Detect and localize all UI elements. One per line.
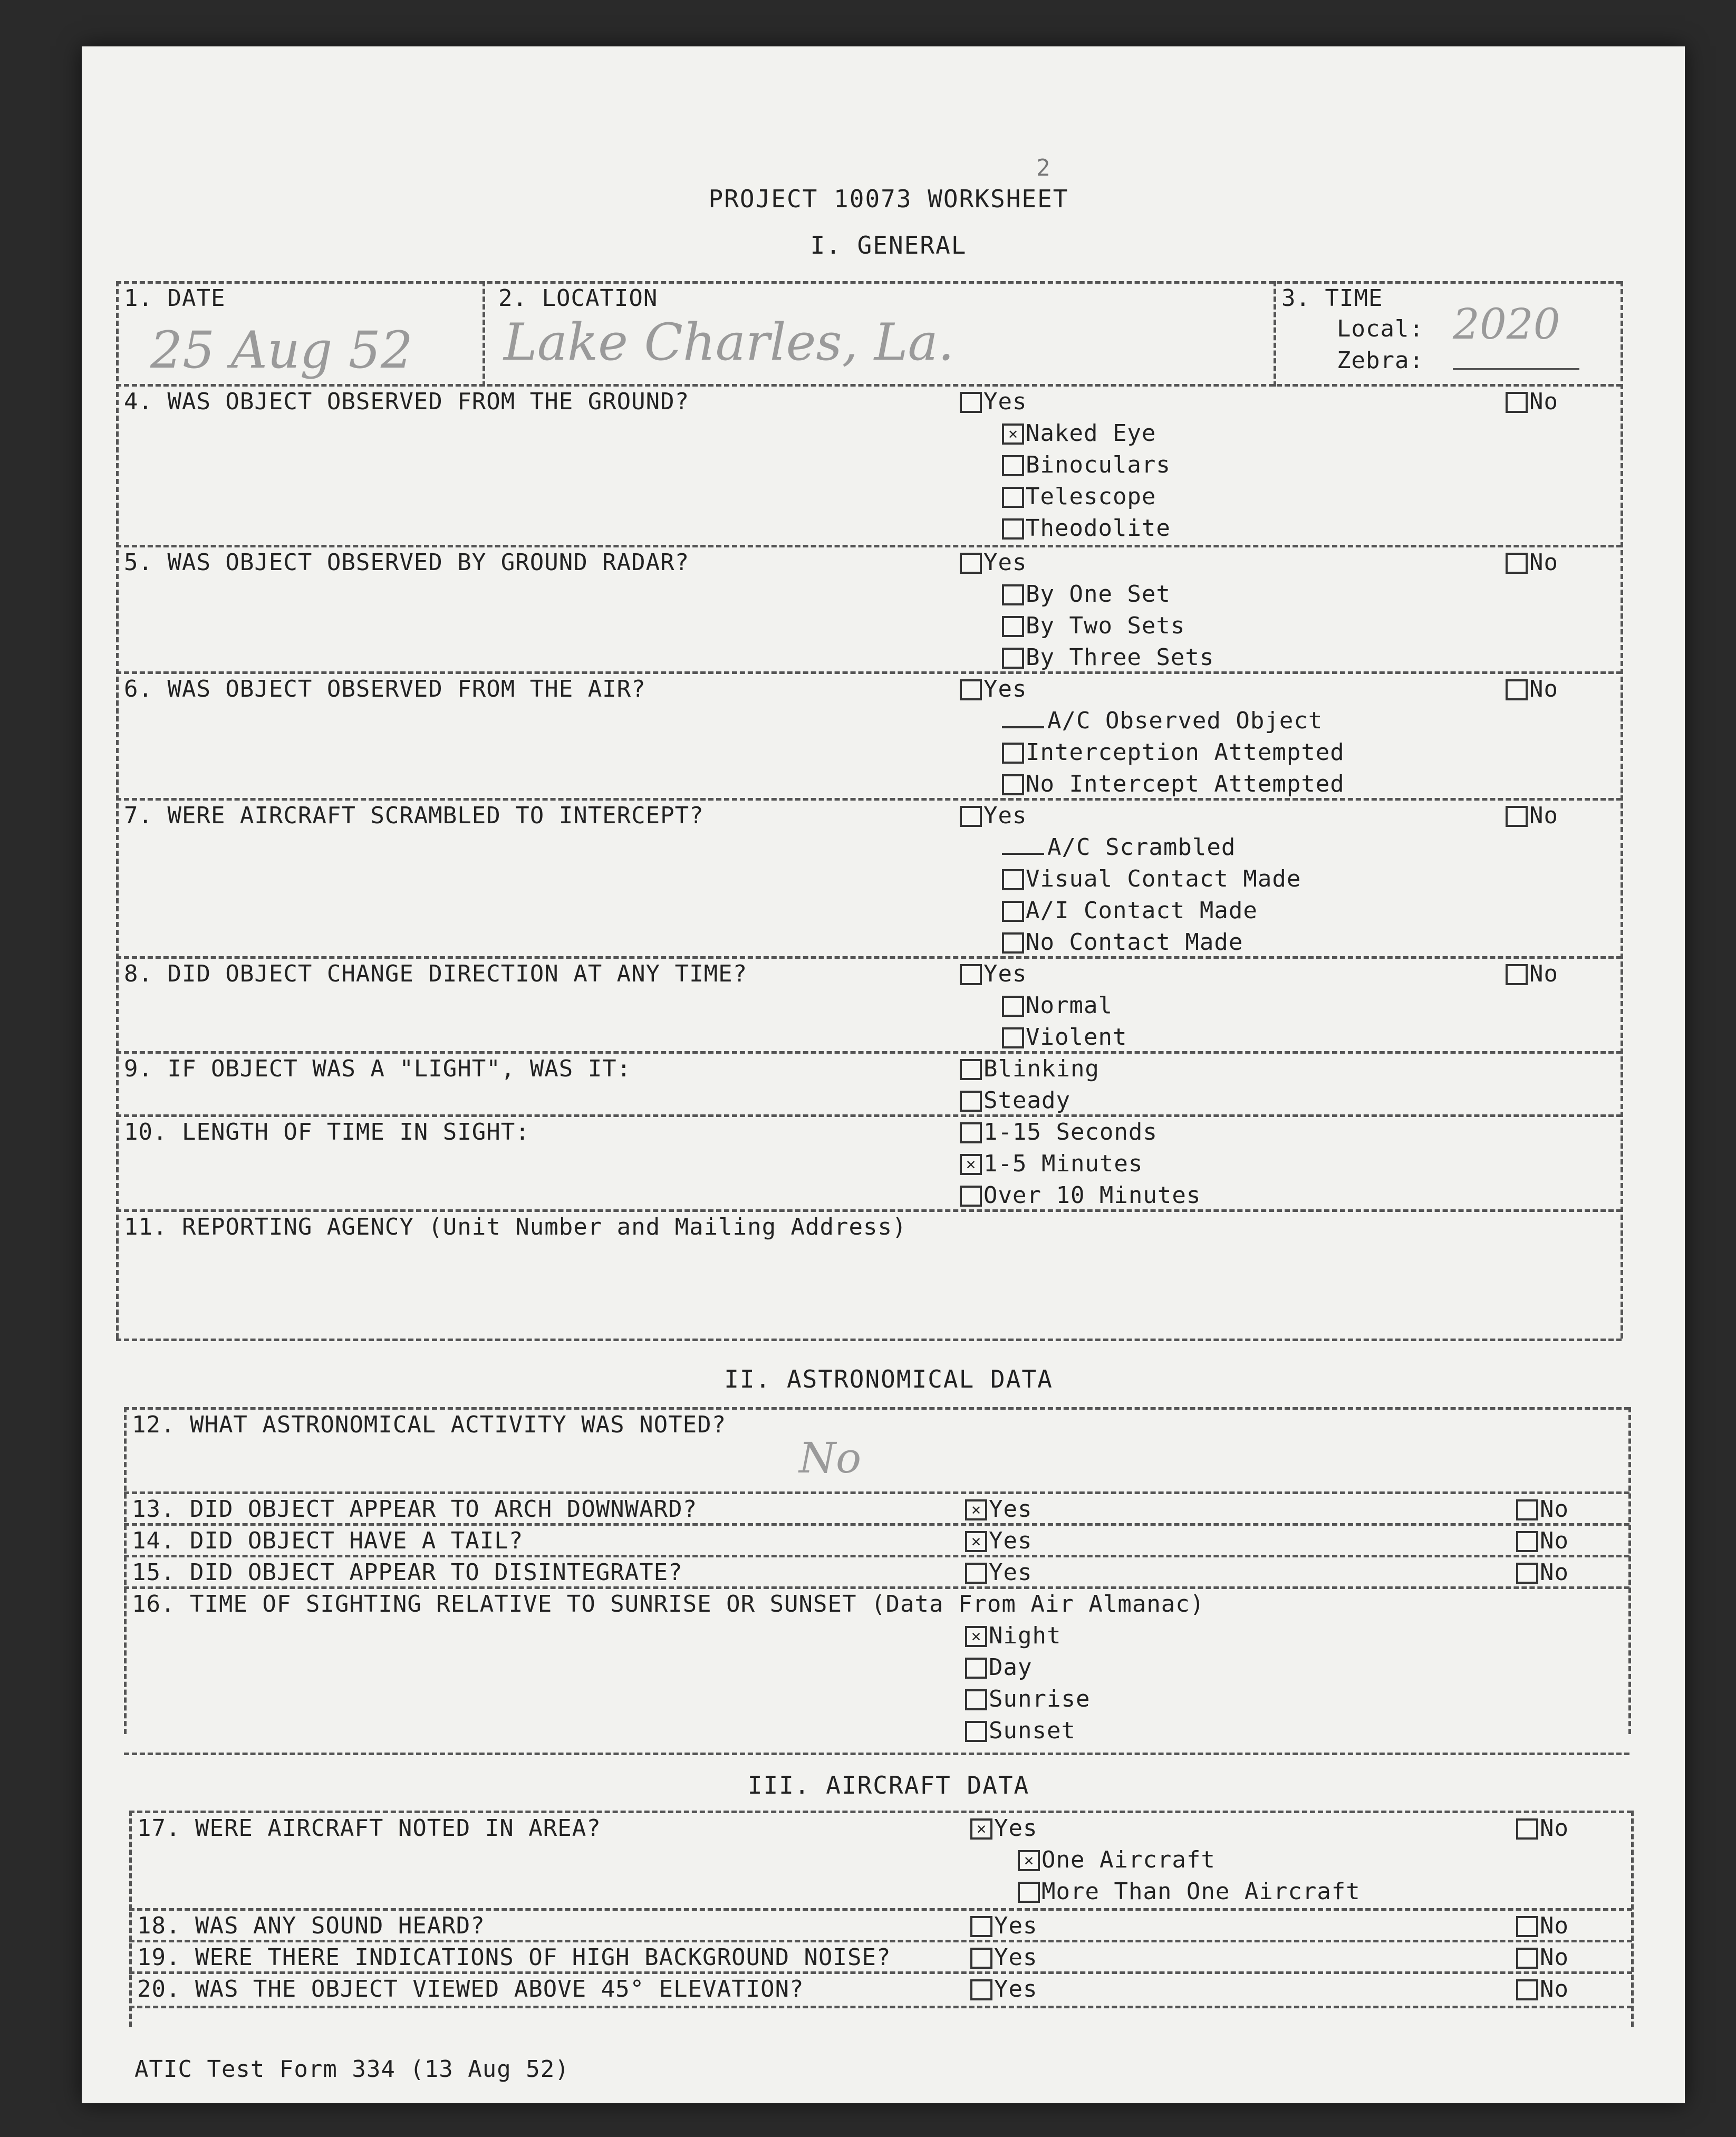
q4-yes-label: Yes	[983, 388, 1027, 415]
q20-label: 20. WAS THE OBJECT VIEWED ABOVE 45° ELEVATION?	[137, 1976, 804, 2003]
worksheet-page	[82, 46, 1685, 2103]
q6-option-no-intercept: No Intercept Attempted	[1026, 771, 1345, 797]
q4-no-checkbox[interactable]	[1506, 392, 1528, 413]
q16-option-sunset: Sunset	[989, 1717, 1076, 1744]
q6-ac-observed-label: A/C Observed Object	[1047, 707, 1323, 734]
q17-more-aircraft-checkbox[interactable]	[1018, 1882, 1040, 1903]
q16-sunset-checkbox[interactable]	[965, 1721, 987, 1742]
q13-no-checkbox[interactable]	[1516, 1499, 1538, 1520]
q14-yes-checkbox[interactable]: ✕	[965, 1531, 987, 1552]
q10-option-1-5-minutes: 1-5 Minutes	[983, 1150, 1143, 1177]
q5-no-label: No	[1529, 549, 1558, 576]
q6-option-interception-attempted: Interception Attempted	[1026, 739, 1345, 766]
local-time-label: Local:	[1337, 315, 1424, 342]
q4-option-telescope: Telescope	[1026, 483, 1156, 510]
q7-ac-scrambled	[1002, 834, 1236, 861]
zebra-time-label: Zebra:	[1337, 347, 1424, 374]
section-heading-aircraft: III. AIRCRAFT DATA	[747, 1771, 1030, 1799]
section-heading-general: I. GENERAL	[810, 231, 967, 259]
page-number: 2	[1036, 155, 1051, 181]
q8-no-label: No	[1529, 960, 1558, 987]
q10-1-15-seconds-checkbox[interactable]	[960, 1122, 982, 1143]
q17-label: 17. WERE AIRCRAFT NOTED IN AREA?	[137, 1815, 601, 1842]
q4-binoculars-checkbox[interactable]	[1002, 455, 1024, 476]
q4-option-theodolite: Theodolite	[1026, 515, 1171, 542]
q18-label: 18. WAS ANY SOUND HEARD?	[137, 1912, 485, 1939]
q15-yes-checkbox[interactable]	[965, 1563, 987, 1584]
form-identifier: ATIC Test Form 334 (13 Aug 52)	[134, 2056, 570, 2083]
local-time-value: 2020	[1453, 300, 1560, 349]
q12-answer: No	[799, 1433, 862, 1483]
q7-ac-scrambled-blank[interactable]	[1002, 853, 1044, 855]
q6-yes-checkbox[interactable]	[960, 679, 982, 700]
q5-yes-label: Yes	[983, 549, 1027, 576]
location-value: Lake Charles, La.	[504, 313, 954, 372]
q10-1-5-minutes-checkbox[interactable]: ✕	[960, 1154, 982, 1175]
q17-no-label: No	[1540, 1815, 1569, 1842]
date-label: 1. DATE	[124, 285, 226, 312]
q9-option-steady: Steady	[983, 1087, 1070, 1114]
page-title: PROJECT 10073 WORKSHEET	[708, 185, 1069, 213]
q7-yes-checkbox[interactable]	[960, 806, 982, 827]
q13-no-label: No	[1540, 1496, 1569, 1523]
q7-option-visual-contact: Visual Contact Made	[1026, 865, 1301, 892]
q16-day-checkbox[interactable]	[965, 1658, 987, 1679]
q17-one-aircraft-checkbox[interactable]: ✕	[1018, 1850, 1040, 1871]
q8-yes-checkbox[interactable]	[960, 964, 982, 985]
q19-yes-label: Yes	[994, 1944, 1038, 1971]
q16-label: 16. TIME OF SIGHTING RELATIVE TO SUNRISE OR SUNSET (Data From Air Almanac)	[132, 1591, 1205, 1618]
q8-no-checkbox[interactable]	[1506, 964, 1528, 985]
q5-two-sets-checkbox[interactable]	[1002, 616, 1024, 637]
location-label: 2. LOCATION	[498, 285, 658, 312]
q6-interception-attempted-checkbox[interactable]	[1002, 743, 1024, 764]
q8-violent-checkbox[interactable]	[1002, 1027, 1024, 1048]
q5-option-two-sets: By Two Sets	[1026, 612, 1185, 639]
q4-no-label: No	[1529, 388, 1558, 415]
q20-yes-checkbox[interactable]	[970, 1979, 992, 2000]
q5-no-checkbox[interactable]	[1506, 553, 1528, 574]
q13-yes-checkbox[interactable]: ✕	[965, 1499, 987, 1520]
q5-three-sets-checkbox[interactable]	[1002, 648, 1024, 669]
q4-theodolite-checkbox[interactable]	[1002, 518, 1024, 540]
q10-label: 10. LENGTH OF TIME IN SIGHT:	[124, 1119, 530, 1145]
q4-naked-eye-checkbox[interactable]: ✕	[1002, 423, 1024, 445]
q10-option-over-10-minutes: Over 10 Minutes	[983, 1182, 1201, 1209]
q20-no-label: No	[1540, 1976, 1569, 2003]
q18-no-checkbox[interactable]	[1516, 1916, 1538, 1937]
q8-option-violent: Violent	[1026, 1024, 1127, 1051]
q9-blinking-checkbox[interactable]	[960, 1059, 982, 1080]
q16-option-night: Night	[989, 1622, 1062, 1649]
q19-label: 19. WERE THERE INDICATIONS OF HIGH BACKGROUND NOISE?	[137, 1944, 891, 1971]
time-label: 3. TIME	[1281, 285, 1383, 312]
q8-yes-label: Yes	[983, 960, 1027, 987]
q4-label: 4. WAS OBJECT OBSERVED FROM THE GROUND?	[124, 388, 690, 415]
q10-over-10-minutes-checkbox[interactable]	[960, 1186, 982, 1207]
q15-no-label: No	[1540, 1559, 1569, 1586]
q17-option-more-aircraft: More Than One Aircraft	[1041, 1878, 1361, 1905]
q6-yes-label: Yes	[983, 676, 1027, 702]
q7-visual-contact-checkbox[interactable]	[1002, 869, 1024, 890]
q8-option-normal: Normal	[1026, 992, 1113, 1019]
q14-yes-label: Yes	[989, 1527, 1033, 1554]
q5-option-one-set: By One Set	[1026, 581, 1171, 608]
q14-no-checkbox[interactable]	[1516, 1531, 1538, 1552]
q9-steady-checkbox[interactable]	[960, 1091, 982, 1112]
q18-no-label: No	[1540, 1912, 1569, 1939]
q7-option-no-contact: No Contact Made	[1026, 929, 1243, 956]
q15-no-checkbox[interactable]	[1516, 1563, 1538, 1584]
q6-no-label: No	[1529, 676, 1558, 702]
q16-option-sunrise: Sunrise	[989, 1686, 1091, 1712]
q7-no-checkbox[interactable]	[1506, 806, 1528, 827]
q5-one-set-checkbox[interactable]	[1002, 584, 1024, 605]
q5-option-three-sets: By Three Sets	[1026, 644, 1214, 671]
q16-sunrise-checkbox[interactable]	[965, 1689, 987, 1710]
q19-yes-checkbox[interactable]	[970, 1948, 992, 1969]
q4-yes-checkbox[interactable]	[960, 392, 982, 413]
q20-no-checkbox[interactable]	[1516, 1979, 1538, 2000]
q7-label: 7. WERE AIRCRAFT SCRAMBLED TO INTERCEPT?	[124, 802, 704, 829]
q5-label: 5. WAS OBJECT OBSERVED BY GROUND RADAR?	[124, 549, 690, 576]
section-heading-astronomical: II. ASTRONOMICAL DATA	[724, 1365, 1053, 1393]
q10-option-1-15-seconds: 1-15 Seconds	[983, 1119, 1158, 1145]
q18-yes-label: Yes	[994, 1912, 1038, 1939]
q19-no-checkbox[interactable]	[1516, 1948, 1538, 1969]
q8-normal-checkbox[interactable]	[1002, 996, 1024, 1017]
q7-option-ai-contact: A/I Contact Made	[1026, 897, 1258, 924]
q6-ac-observed-blank[interactable]	[1002, 726, 1044, 728]
q17-option-one-aircraft: One Aircraft	[1041, 1846, 1216, 1873]
q4-option-binoculars: Binoculars	[1026, 451, 1171, 478]
q17-no-checkbox[interactable]	[1516, 1818, 1538, 1840]
q13-label: 13. DID OBJECT APPEAR TO ARCH DOWNWARD?	[132, 1496, 698, 1523]
q15-yes-label: Yes	[989, 1559, 1033, 1586]
q16-option-day: Day	[989, 1654, 1033, 1681]
q12-label: 12. WHAT ASTRONOMICAL ACTIVITY WAS NOTED?	[132, 1411, 727, 1438]
q9-label: 9. IF OBJECT WAS A "LIGHT", WAS IT:	[124, 1055, 632, 1082]
q7-ac-scrambled-label: A/C Scrambled	[1047, 834, 1236, 861]
q6-label: 6. WAS OBJECT OBSERVED FROM THE AIR?	[124, 676, 646, 702]
q16-night-checkbox[interactable]: ✕	[965, 1626, 987, 1647]
q11-label: 11. REPORTING AGENCY (Unit Number and Mailing Address)	[124, 1214, 907, 1240]
q19-no-label: No	[1540, 1944, 1569, 1971]
zebra-time-field[interactable]	[1453, 347, 1579, 370]
q15-label: 15. DID OBJECT APPEAR TO DISINTEGRATE?	[132, 1559, 683, 1586]
q6-no-checkbox[interactable]	[1506, 679, 1528, 700]
q7-no-contact-checkbox[interactable]	[1002, 932, 1024, 954]
q6-no-intercept-checkbox[interactable]	[1002, 774, 1024, 795]
q14-no-label: No	[1540, 1527, 1569, 1554]
q6-ac-observed	[1002, 707, 1323, 734]
q18-yes-checkbox[interactable]	[970, 1916, 992, 1937]
q4-option-naked-eye: Naked Eye	[1026, 420, 1156, 447]
date-value: 25 Aug 52	[150, 321, 413, 380]
q17-yes-label: Yes	[994, 1815, 1038, 1842]
q7-yes-label: Yes	[983, 802, 1027, 829]
q9-option-blinking: Blinking	[983, 1055, 1100, 1082]
q20-yes-label: Yes	[994, 1976, 1038, 2003]
q17-yes-checkbox[interactable]: ✕	[970, 1818, 992, 1840]
q4-telescope-checkbox[interactable]	[1002, 487, 1024, 508]
q14-label: 14. DID OBJECT HAVE A TAIL?	[132, 1527, 524, 1554]
q5-yes-checkbox[interactable]	[960, 553, 982, 574]
q8-label: 8. DID OBJECT CHANGE DIRECTION AT ANY TIME?	[124, 960, 748, 987]
q7-no-label: No	[1529, 802, 1558, 829]
q13-yes-label: Yes	[989, 1496, 1033, 1523]
q7-ai-contact-checkbox[interactable]	[1002, 901, 1024, 922]
